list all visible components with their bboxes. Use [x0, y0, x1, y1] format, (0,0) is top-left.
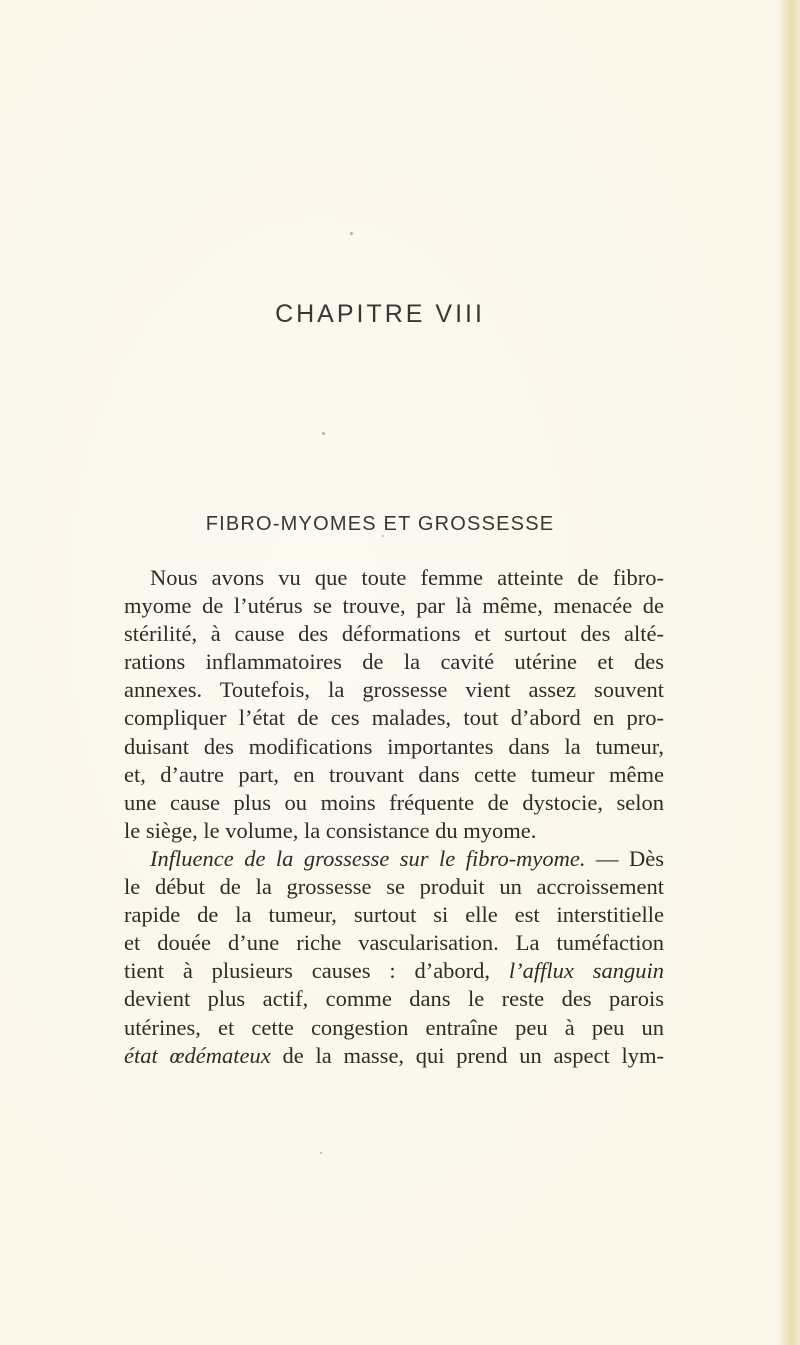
paper-speck — [350, 232, 353, 235]
text-line: compliquer l’état de ces malades, tout d’abord en pro- — [124, 705, 664, 731]
text-line: et, d’autre part, en trouvant dans cette tumeur même — [124, 761, 664, 787]
text-line: Influence de la grossesse sur le fibro-myome. — Dès — [150, 845, 664, 871]
italic-term: l’afflux sanguin — [508, 958, 664, 984]
text-line: myome de l’utérus se trouve, par là même, menacée de — [124, 593, 664, 619]
text-line: le siège, le volume, la consistance du myome. — [124, 817, 537, 843]
text-line: une cause plus ou moins fréquente de dystocie, selon — [124, 789, 664, 815]
text-line: rations inflammatoires de la cavité utérine et des — [124, 649, 664, 675]
page-edge-shadow — [778, 0, 800, 1345]
text-line: et douée d’une riche vascularisation. La tuméfaction — [124, 930, 664, 956]
text-line: stérilité, à cause des déformations et surtout des alté- — [124, 621, 664, 647]
chapter-title: FIBRO-MYOMES ET GROSSESSE — [205, 513, 555, 535]
text-line: tient à plusieurs causes : d’abord, l’afflux sanguin — [124, 958, 664, 984]
section-heading-italic: Influence de la grossesse sur le fibro-myome. — [150, 845, 586, 871]
paper-speck — [320, 1152, 322, 1154]
text-line: utérines, et cette congestion entraîne peu à peu un — [124, 1014, 664, 1040]
text-line: rapide de la tumeur, surtout si elle est interstitielle — [124, 902, 664, 928]
chapter-heading: CHAPITRE VIII — [275, 300, 485, 328]
text-line: annexes. Toutefois, la grossesse vient assez souvent — [124, 677, 664, 703]
paper-speck — [322, 432, 325, 435]
text-line: Nous avons vu que toute femme atteinte de fibro- — [150, 565, 664, 590]
text-line: devient plus actif, comme dans le reste des parois — [124, 986, 664, 1012]
text-line: duisant des modifications importantes dans la tumeur, — [124, 733, 664, 759]
italic-term: état œdémateux — [124, 1042, 271, 1068]
text-line: le début de la grossesse se produit un accroissement — [124, 874, 664, 900]
text-line: état œdémateux de la masse, qui prend un aspect lym- — [124, 1042, 664, 1068]
body-paragraphs — [124, 564, 664, 1070]
